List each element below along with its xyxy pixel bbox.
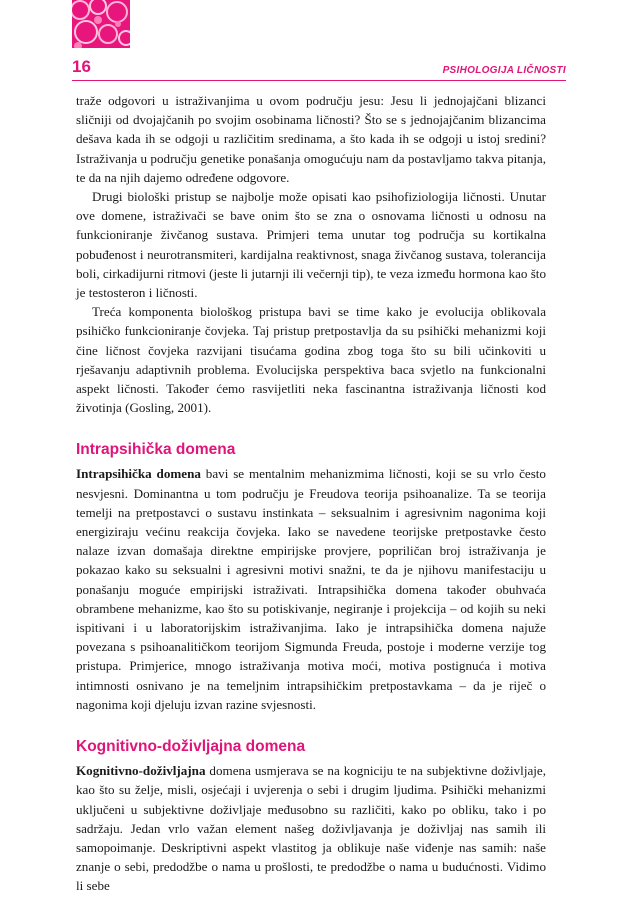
intro-paragraph-2: Drugi biološki pristup se najbolje može opisati kao psihofiziologija ličnosti. Unutar ove domene, istraživači se bave onim što se zna o osnovama ličnosti u odnosu na funkcioniranje živčanog sustava. Primjeri tema unutar tog područja su kortikalna pobuđenost i neurotransmiteri, kardijalna reaktivnost, snaga živčanog sustava, tolerancija boli, cirkadijurni ritmovi (jeste li jutarnji ili večernji tip), te veza između hormona kao što je testosteron i ličnosti.	[76, 189, 546, 301]
intro-paragraph-1: traže odgovori u istraživanjima u ovom području jesu: Jesu li jednojajčani blizanci sličniji od dvojajčanih po svojim osobinama ličnosti? Što se s jednojajčanim blizancima dešava kada ih se odgoji u različitim sredinama, a što kada ih se odgoji u istoj sredini? Istraživanja u području genetike ponašanja omogućuju nam da postavljamo takva pitanja, te da na njih dajemo određene odgovore.	[76, 93, 546, 185]
section-lead-term: Intrapsihička domena	[76, 466, 201, 482]
page-header	[72, 52, 566, 81]
page-number: 16	[72, 57, 91, 76]
section-heading-kognitivno: Kognitivno-doživljajna domena	[76, 738, 306, 756]
section-lead-term: Kognitivno-doživljajna	[76, 763, 206, 779]
running-head: PSIHOLOGIJA LIČNOSTI	[442, 65, 566, 76]
section-heading-intrapsihicka: Intrapsihička domena	[76, 441, 236, 459]
section-body-text: bavi se mentalnim mehanizmima ličnosti, koji se su vrlo često nesvjesni. Dominantna u tom području je Freudova teorija psihoanalize. Ta se teorija temelji na pretpostavci o sustavu instinkata – seksualnim i agresivnim nagonima koji energiziraju većinu reakcija čovjeka. Iako se navedene teorijske pretpostavke često nalaze izvan domašaja direktne empirijske provjere, popriličan broj istraživanja je pokazao kako su seksualni i agresivni motivi snažni, te da je njihovu manifestaciju u ponašanju moguće empirijski istraživati. Intrapsihička domena također obuhvaća obrambene mehanizme, kao što su potiskivanje, negiranje i projekcija – od kojih su neki ispitivani i u laboratorijskim istraživanjima. Iako je intrapsihička domena najuže povezana s psihoanalitičkom teorijom Sigmunda Freuda, postoje i moderne verzije tog pristupa. Primjerice, mnogo istraživanja motiva moći, motiva postignuća i motiva intimnosti osnivano je na temeljnim intrapsihičkim pretpostavkama – da je riječ o nagonima koji djeluju izvan razine svjesnosti.	[76, 466, 546, 712]
cell-pattern-icon	[72, 0, 130, 48]
intro-paragraph-3: Treća komponenta biološkog pristupa bavi se time kako je evolucija oblikovala psihičko funkcioniranje čovjeka. Taj pristup pretpostavlja da su psihički mehanizmi koji čine ličnost čovjeka razvijani tisućama godina zbog toga što su bili učinkoviti u rješavanju adaptivnih problema. Evolucijska perspektiva baca svjetlo na funkcionalni aspekt ličnosti. Također ćemo rasvijetliti neka fascinantna istraživanja ličnosti kod životinja (Gosling, 2001).	[76, 304, 546, 416]
corner-decoration	[72, 0, 130, 48]
section-paragraph-intrapsihicka	[76, 464, 546, 714]
section-body-text: domena usmjerava se na kogniciju te na subjektivne doživljaje, kao što su želje, misli, osjećaji i uvjerenja o sebi i drugim ljudima. Psihički mehanizmi uključeni u subjektivne doživljaje međusobno su različiti, kako po obliku, tako i po sadržaju. Jedan vrlo važan element našeg doživljavanja je doživljaj nas samih ili samopoimanje. Deskriptivni aspekt vlastitog ja oblikuje naše viđenje nas samih: naše znanje o sebi, predodžbe o nama u prošlosti, te predodžbe o nama u budućnosti. Vidimo li sebe	[76, 763, 546, 894]
section-paragraph-kognitivno	[76, 761, 546, 895]
page-body	[76, 91, 546, 896]
